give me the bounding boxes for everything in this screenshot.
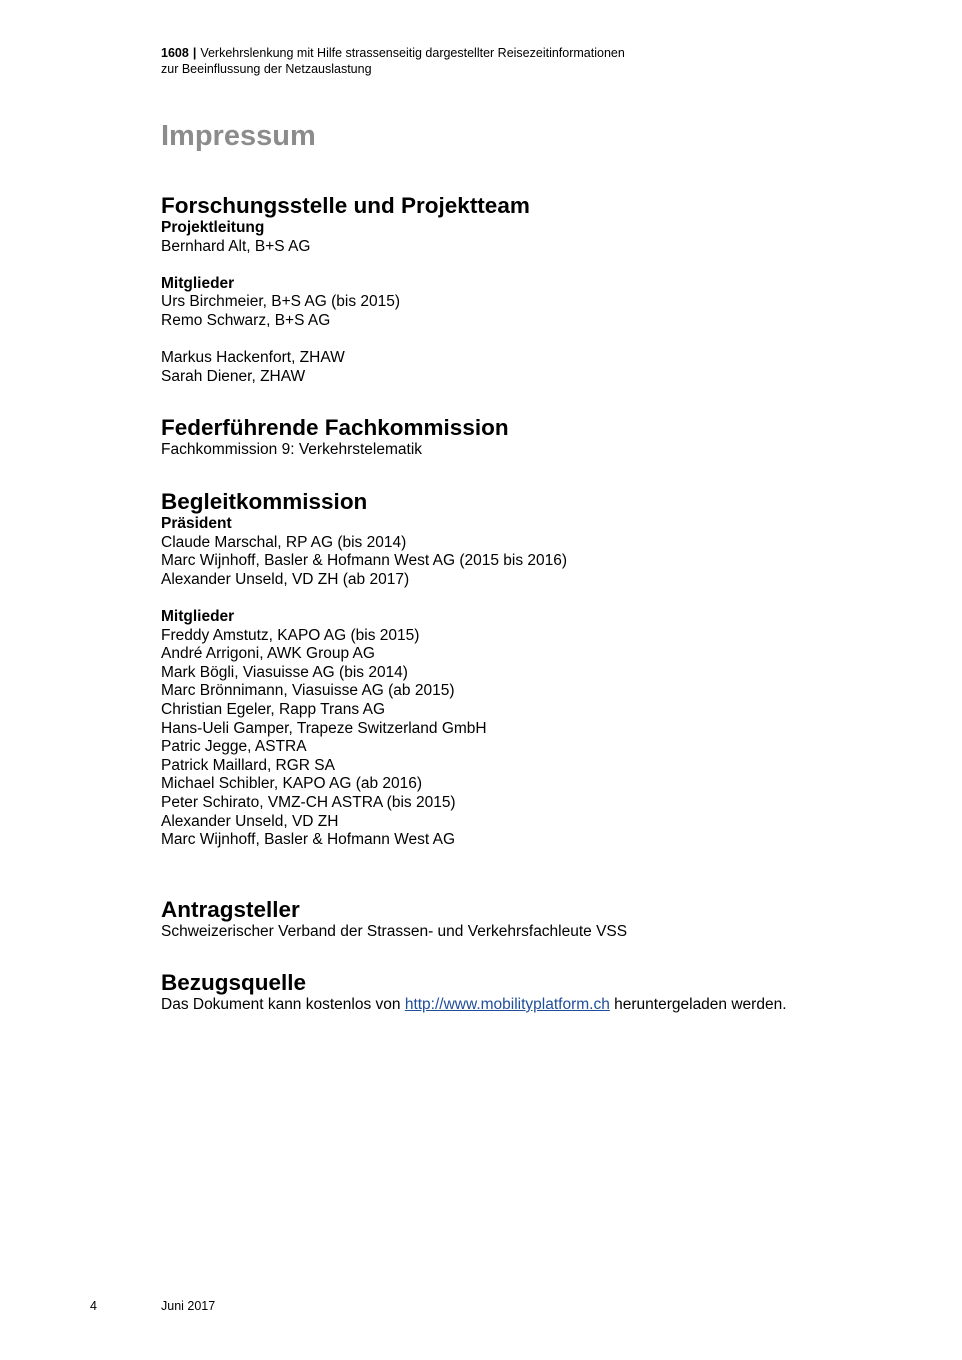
report-number: 1608 xyxy=(161,46,189,60)
bezugsquelle-text xyxy=(161,996,881,1015)
report-title-line-1: Verkehrslenkung mit Hilfe strassenseitig dargestellter Reisezeitinformationen xyxy=(200,46,625,60)
footer-date: Juni 2017 xyxy=(161,1299,216,1313)
section-heading-fachkommission: Federführende Fachkommission xyxy=(161,415,509,440)
antragsteller-text: Schweizerischer Verband der Strassen- und Verkehrsfachleute VSS xyxy=(161,923,628,940)
bezugsquelle-text-before: Das Dokument kann kostenlos von xyxy=(161,996,405,1013)
list-item: Marc Wijnhoff, Basler & Hofmann West AG (2015 bis 2016) xyxy=(161,552,568,570)
label-projektleitung: Projektleitung xyxy=(161,219,265,236)
section-heading-begleitkommission: Begleitkommission xyxy=(161,489,368,514)
running-header-line-1 xyxy=(161,45,861,61)
section-heading-forschungsstelle: Forschungsstelle und Projektteam xyxy=(161,193,530,218)
list-item: Mark Bögli, Viasuisse AG (bis 2014) xyxy=(161,663,408,681)
list-item: Sarah Diener, ZHAW xyxy=(161,367,306,385)
section-begleitkommission xyxy=(161,489,881,850)
list-item: Christian Egeler, Rapp Trans AG xyxy=(161,700,386,718)
page-title: Impressum xyxy=(161,120,316,152)
header-separator: | xyxy=(192,46,197,60)
list-item: Bernhard Alt, B+S AG xyxy=(161,237,311,255)
running-header xyxy=(161,45,861,77)
page-number: 4 xyxy=(90,1299,97,1313)
list-item: Urs Birchmeier, B+S AG (bis 2015) xyxy=(161,293,401,311)
label-mitglieder: Mitglieder xyxy=(161,274,235,292)
section-antragsteller xyxy=(161,897,881,942)
list-item: Peter Schirato, VMZ-CH ASTRA (bis 2015) xyxy=(161,793,456,811)
list-item: Alexander Unseld, VD ZH (ab 2017) xyxy=(161,570,410,588)
list-item: André Arrigoni, AWK Group AG xyxy=(161,645,375,663)
list-item: Marc Brönnimann, Viasuisse AG (ab 2015) xyxy=(161,682,455,700)
section-forschungsstelle xyxy=(161,193,881,386)
list-item: Remo Schwarz, B+S AG xyxy=(161,311,331,329)
section-heading-bezugsquelle: Bezugsquelle xyxy=(161,970,307,995)
list-item: Alexander Unseld, VD ZH xyxy=(161,812,339,830)
fachkommission-text: Fachkommission 9: Verkehrstelematik xyxy=(161,441,423,458)
list-item: Markus Hackenfort, ZHAW xyxy=(161,349,345,367)
mobilityplatform-link[interactable]: http://www.mobilityplatform.ch xyxy=(404,996,610,1013)
label-mitglieder: Mitglieder xyxy=(161,607,235,625)
label-praesident: Präsident xyxy=(161,515,232,532)
section-fachkommission xyxy=(161,415,881,460)
bezugsquelle-text-after: heruntergeladen werden. xyxy=(609,996,787,1013)
section-bezugsquelle xyxy=(161,970,881,1015)
report-title-line-2: zur Beeinflussung der Netzauslastung xyxy=(161,62,372,76)
list-item: Freddy Amstutz, KAPO AG (bis 2015) xyxy=(161,626,420,644)
list-item: Patrick Maillard, RGR SA xyxy=(161,756,335,774)
list-item: Patric Jegge, ASTRA xyxy=(161,738,307,756)
list-item: Michael Schibler, KAPO AG (ab 2016) xyxy=(161,775,423,793)
section-heading-antragsteller: Antragsteller xyxy=(161,897,300,922)
list-item: Hans-Ueli Gamper, Trapeze Switzerland GmbH xyxy=(161,719,487,737)
list-item: Claude Marschal, RP AG (bis 2014) xyxy=(161,533,407,551)
list-item: Marc Wijnhoff, Basler & Hofmann West AG xyxy=(161,831,456,849)
